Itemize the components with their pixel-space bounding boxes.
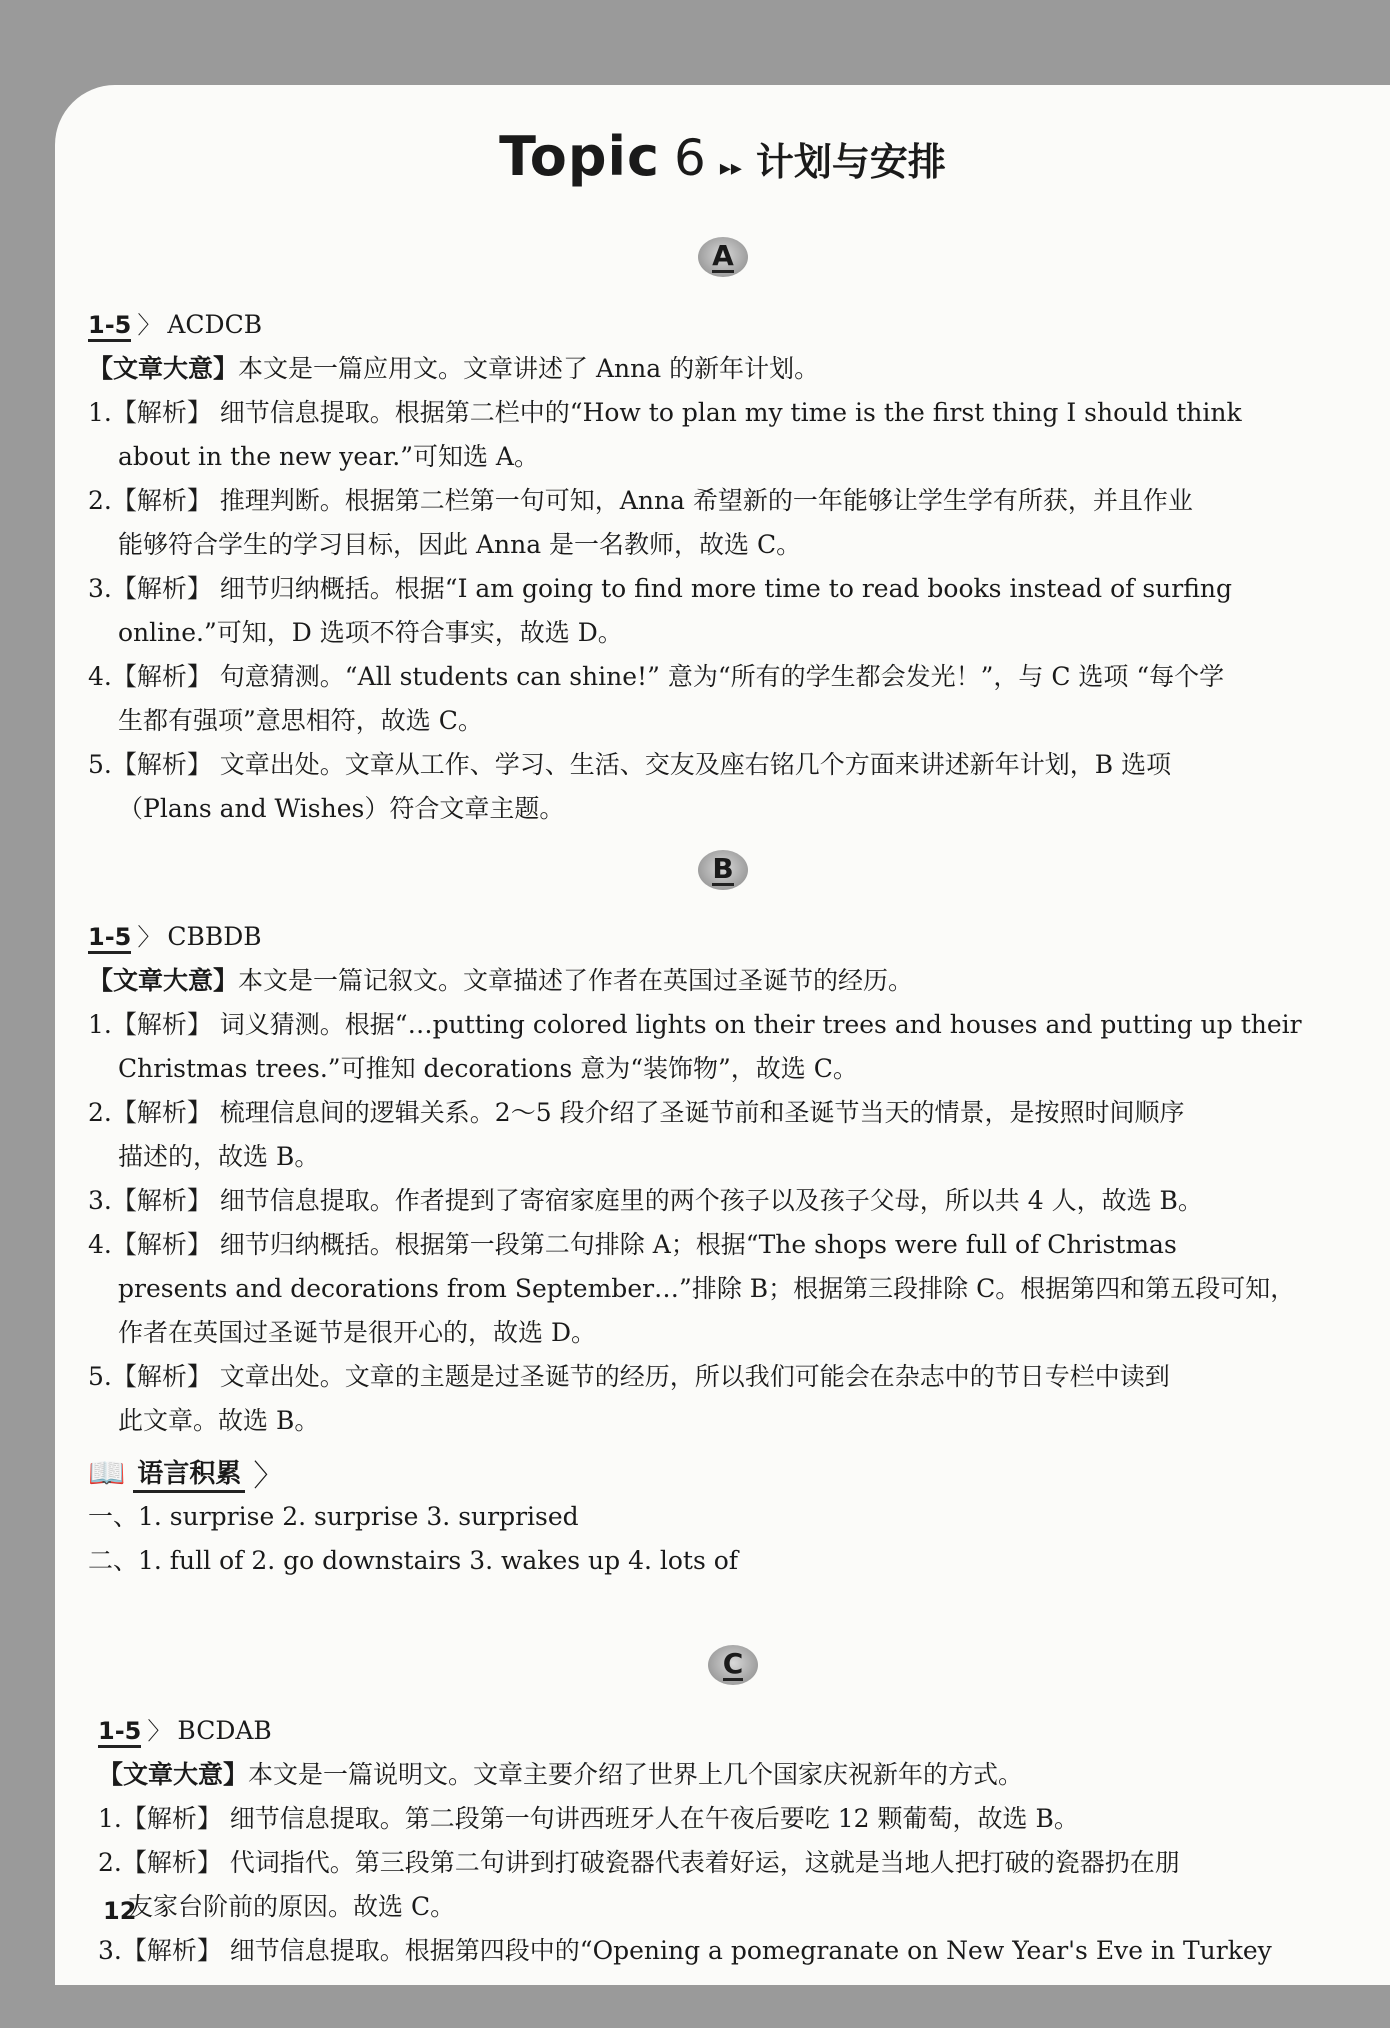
section-b-badge: B: [698, 850, 748, 890]
explanation-line: （Plans and Wishes）符合文章主题。: [118, 794, 565, 823]
explanation-line: 描述的，故选 B。: [118, 1142, 320, 1171]
summary-b: 【文章大意】本文是一篇记叙文。文章描述了作者在英国过圣诞节的经历。: [88, 966, 914, 995]
language-accumulation-header: 📖 语言积累 〉: [88, 1451, 1368, 1495]
summary-c: 【文章大意】本文是一篇说明文。文章主要介绍了世界上几个国家庆祝新年的方式。: [98, 1760, 1024, 1789]
language-line: 一、1. surprise 2. surprise 3. surprised: [88, 1502, 579, 1531]
explanation-line: Christmas trees.”可推知 decorations 意为“装饰物”，故选 C。: [118, 1054, 858, 1083]
explanation-line: 1.【解析】 词义猜测。根据“…putting colored lights on their trees and houses and putting up their: [88, 1010, 1302, 1039]
title-arrow-icon: ▸▸: [719, 156, 742, 181]
explanation-line: 1.【解析】 细节信息提取。根据第二栏中的“How to plan my time is the first thing I should think: [88, 398, 1242, 427]
answer-key-a: 1-5 〉 ACDCB: [88, 303, 1368, 347]
section-a-badge: A: [698, 237, 748, 277]
summary-a: 【文章大意】本文是一篇应用文。文章讲述了 Anna 的新年计划。: [88, 354, 820, 383]
book-icon: 📖: [88, 1455, 126, 1491]
language-line: 二、1. full of 2. go downstairs 3. wakes up 4. lots of: [88, 1546, 739, 1575]
explanation-line: 友家台阶前的原因。故选 C。: [128, 1892, 456, 1921]
explanation-line: 2.【解析】 代词指代。第三段第二句讲到打破瓷器代表着好运，这就是当地人把打破的瓷器扔在朋: [98, 1848, 1180, 1877]
title-chinese: 计划与安排: [755, 140, 946, 184]
explanation-line: 3.【解析】 细节归纳概括。根据“I am going to find more time to read books instead of surfing: [88, 574, 1232, 603]
title-number: 6: [674, 129, 706, 187]
explanation-line: 2.【解析】 梳理信息间的逻辑关系。2～5 段介绍了圣诞节前和圣诞节当天的情景，是按照时间顺序: [88, 1098, 1185, 1127]
title-topic: Topic: [499, 125, 660, 188]
explanation-line: 4.【解析】 细节归纳概括。根据第一段第二句排除 A；根据“The shops were full of Christmas: [88, 1230, 1177, 1259]
answer-page: [55, 85, 1390, 1985]
explanation-line: online.”可知，D 选项不符合事实，故选 D。: [118, 618, 623, 647]
explanation-line: 生都有强项”意思相符，故选 C。: [118, 706, 483, 735]
explanation-line: 3.【解析】 细节信息提取。作者提到了寄宿家庭里的两个孩子以及孩子父母，所以共 4 人，故选 B。: [88, 1186, 1203, 1215]
explanation-line: 2.【解析】 推理判断。根据第二栏第一句可知，Anna 希望新的一年能够让学生学有所获，并且作业: [88, 486, 1193, 515]
explanation-line: 5.【解析】 文章出处。文章从工作、学习、生活、交友及座右铭几个方面来讲述新年计划，B 选项: [88, 750, 1172, 779]
explanation-line: 4.【解析】 句意猜测。“All students can shine!” 意为“所有的学生都会发光！”，与 C 选项 “每个学: [88, 662, 1225, 691]
explanation-line: 3.【解析】 细节信息提取。根据第四段中的“Opening a pomegranate on New Year's Eve in Turkey: [98, 1936, 1272, 1965]
explanation-line: about in the new year.”可知选 A。: [118, 442, 539, 471]
section-b: [88, 915, 1368, 1583]
explanation-line: 作者在英国过圣诞节是很开心的，故选 D。: [118, 1318, 596, 1347]
section-c-badge: C: [708, 1645, 758, 1685]
section-c: [98, 1709, 1368, 1973]
explanation-line: presents and decorations from September…”排除 B；根据第三段排除 C。根据第四和第五段可知，: [118, 1274, 1296, 1303]
answer-key-b: 1-5 〉 CBBDB: [88, 915, 1368, 959]
chevron-right-icon: 〉: [253, 1459, 284, 1494]
page-number: 12: [103, 1897, 137, 1925]
section-a: [88, 303, 1368, 831]
explanation-line: 5.【解析】 文章出处。文章的主题是过圣诞节的经历，所以我们可能会在杂志中的节日专栏中读到: [88, 1362, 1170, 1391]
explanation-line: 能够符合学生的学习目标，因此 Anna 是一名教师，故选 C。: [118, 530, 802, 559]
answer-key-c: 1-5 〉 BCDAB: [98, 1709, 1368, 1753]
explanation-line: 1.【解析】 细节信息提取。第二段第一句讲西班牙人在午夜后要吃 12 颗葡萄，故选 B。: [98, 1804, 1079, 1833]
explanation-line: 此文章。故选 B。: [118, 1406, 320, 1435]
page-title: [55, 125, 1390, 188]
